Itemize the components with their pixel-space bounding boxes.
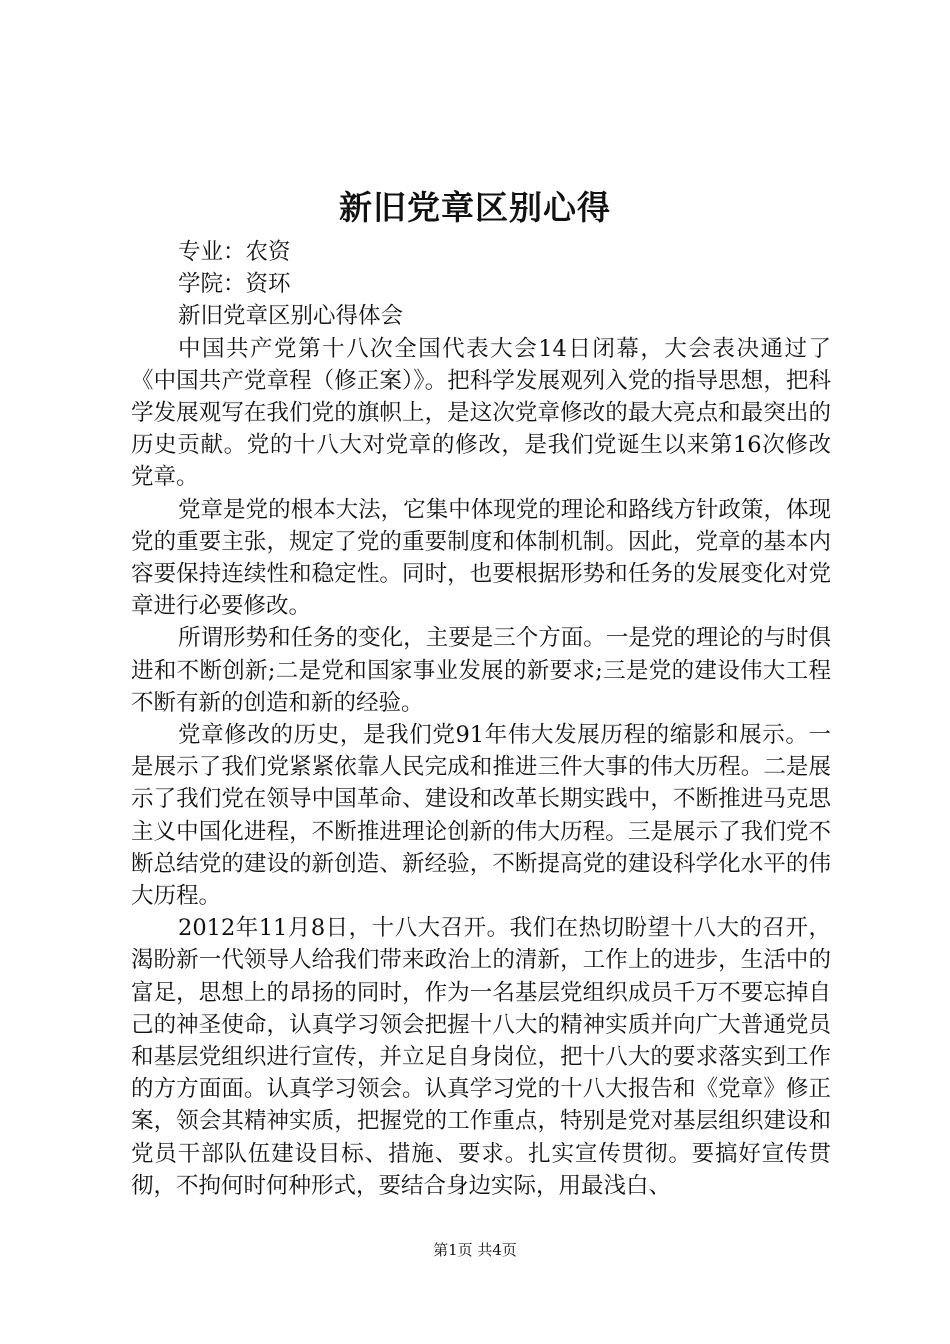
paragraph: 2012年11月8日，十八大召开。我们在热切盼望十八大的召开，渴盼新一代领导人给我们带来政治上的清新，工作上的进步，生活中的富足，思想上的昂扬的同时，作为一名基层党组织成员千万不要忘掉自己的神圣使命，认真学习领会把握十八大的精神实质并向广大普通党员和基层党组织进行宣传，并立足自身岗位，把十八大的要求落实到工作的方方面面。认真学习领会。认真学习党的十八大报告和《党章》修正案，领会其精神实质，把握党的工作重点，特别是党对基层组织建设和党员干部队伍建设目标、措施、要求。扎实宣传贯彻。要搞好宣传贯彻，不拘何时何种形式，要结合身边实际，用最浅白、	[131, 915, 831, 1199]
paragraph: 所谓形势和任务的变化，主要是三个方面。一是党的理论的与时俱进和不断创新;二是党和国家事业发展的新要求;三是党的建设伟大工程不断有新的创造和新的经验。	[131, 625, 831, 716]
paragraph: 中国共产党第十八次全国代表大会14日闭幕，大会表决通过了《中国共产党章程（修正案）》。把科学发展观列入党的指导思想，把科学发展观写在我们党的旗帜上，是这次党章修改的最大亮点和最突出的历史贡献。党的十八大对党章的修改，是我们党诞生以来第16次修改党章。	[131, 335, 831, 491]
paragraph: 党章修改的历史，是我们党91年伟大发展历程的缩影和展示。一是展示了我们党紧紧依靠人民完成和推进三件大事的伟大历程。二是展示了我们党在领导中国革命、建设和改革长期实践中，不断推进马克思主义中国化进程，不断推进理论创新的伟大历程。三是展示了我们党不断总结党的建设的新创造、新经验，不断提高党的建设科学化水平的伟大历程。	[131, 722, 831, 910]
document-body	[131, 236, 831, 1202]
major-line: 专业：农资	[178, 239, 291, 265]
college-line: 学院：资环	[178, 271, 291, 298]
page-footer: 第1页 共4页	[433, 1241, 517, 1259]
page-title: 新旧党章区别心得	[339, 188, 611, 227]
subtitle-line: 新旧党章区别心得体会	[178, 303, 404, 330]
paragraph: 党章是党的根本大法，它集中体现党的理论和路线方针政策，体现党的重要主张，规定了党的重要制度和体制机制。因此，党章的基本内容要保持连续性和稳定性。同时，也要根据形势和任务的发展变化对党章进行必要修改。	[131, 496, 831, 620]
